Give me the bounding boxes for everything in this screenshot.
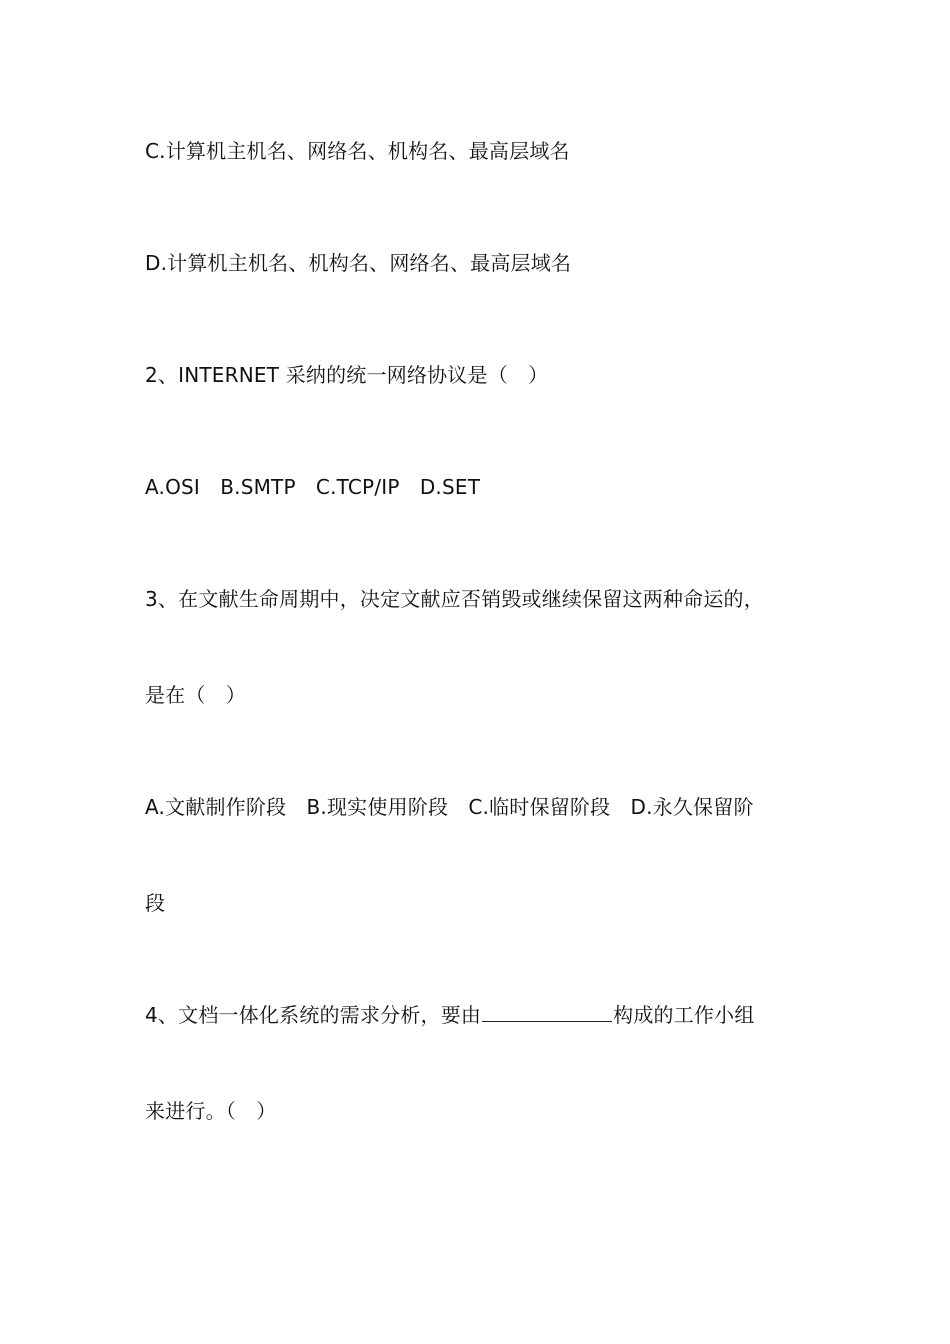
question-2: 2、INTERNET 采纳的统一网络协议是（ ）: [145, 363, 549, 387]
question-4-text-after-blank: 构成的工作小组: [613, 1003, 755, 1027]
question-4-line-2: 来进行。（ ）: [145, 1099, 277, 1123]
option-d-q1: D.计算机主机名、机构名、网络名、最高层域名: [145, 251, 572, 275]
question-3-line-1: 3、在文献生命周期中，决定文献应否销毁或继续保留这两种命运的，: [145, 587, 764, 611]
question-4-text-before-blank: 4、文档一体化系统的需求分析，要由: [145, 1003, 482, 1027]
option-c-q1: C.计算机主机名、网络名、机构名、最高层域名: [145, 139, 570, 163]
options-q3-line-2: 段: [145, 891, 166, 915]
question-3-line-2: 是在（ ）: [145, 683, 246, 707]
options-q2: A.OSI B.SMTP C.TCP/IP D.SET: [145, 475, 481, 499]
question-4-line-1: [145, 1001, 755, 1029]
fill-in-blank: [482, 1003, 612, 1022]
options-q3-line-1: A.文献制作阶段 B.现实使用阶段 C.临时保留阶段 D.永久保留阶: [145, 795, 754, 819]
